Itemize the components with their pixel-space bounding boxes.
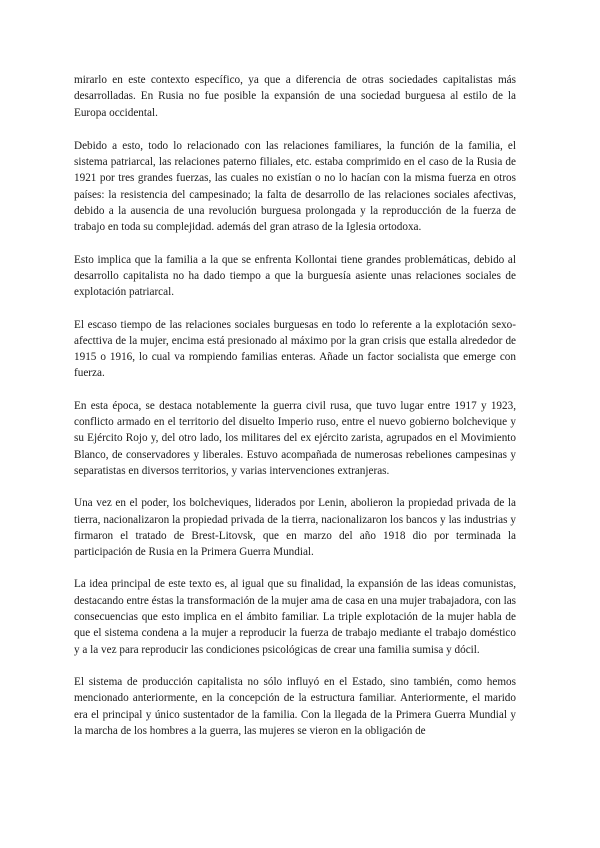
paragraph-8: El sistema de producción capitalista no sólo influyó en el Estado, sino también, como hemos mencionado anteriormente, en la concepción de la estructura familiar. Anteriormente, el marido era el principal y único sustentador de la familia. Con la llegada de la Primera Guerra Mundial y la marcha de los hombres a la guerra, las mujeres se vieron en la obligación de	[74, 675, 516, 737]
paragraph-5: En esta época, se destaca notablemente la guerra civil rusa, que tuvo lugar entre 1917 y 1923, conflicto armado en el territorio del disuelto Imperio ruso, entre el nuevo gobierno bolchevique y su Ejército Rojo y, del otro lado, los militares del ex ejército zarista, agrupados en el Movimiento Blanco, de conservadores y liberales. Estuvo acompañada de numerosas rebeliones campesinas y separatistas en diversos territorios, y varias intervenciones extranjeras.	[74, 399, 516, 477]
paragraph-3: Esto implica que la familia a la que se enfrenta Kollontai tiene grandes problemáticas, debido al desarrollo capitalista no ha dado tiempo a que la burguesía asiente unas relaciones sociales de explotación patriarcal.	[74, 253, 516, 299]
paragraph-2: Debido a esto, todo lo relacionado con las relaciones familiares, la función de la familia, el sistema patriarcal, las relaciones paterno filiales, etc. estaba comprimido en el caso de la Rusia de 1921 por tres grandes fuerzas, las cuales no existían o no lo hacían con la misma fuerza en otros países: la resistencia del campesinado; la falta de desarrollo de las relaciones sociales afectivas, debido a la ausencia de una revolución burguesa prolongada y la reproducción de la fuerza de trabajo en toda su complejidad. además del gran atraso de la Iglesia ortodoxa.	[74, 139, 516, 234]
paragraph-7: La idea principal de este texto es, al igual que su finalidad, la expansión de las ideas comunistas, destacando entre éstas la transformación de la mujer ama de casa en una mujer trabajadora, con las consecuencias que esto implica en el ámbito familiar. La triple explotación de la mujer habla de que el sistema condena a la mujer a reproducir la fuerza de trabajo mediante el trabajo doméstico y a la vez para reproducir las condiciones psicológicas de crear una familia sumisa y dócil.	[74, 578, 517, 656]
paragraph-1: mirarlo en este contexto específico, ya que a diferencia de otras sociedades capitalistas más desarrolladas. En Rusia no fue posible la expansión de una sociedad burguesa al estilo de la Europa occidental.	[74, 74, 516, 119]
paragraph-6: Una vez en el poder, los bolcheviques, liderados por Lenin, abolieron la propiedad privada de la tierra, nacionalizaron la propiedad privada de la tierra, nacionalizaron los bancos y las industrias y firmaron el tratado de Brest-Litovsk, que en marzo del año 1918 dio por terminada la participación de Rusia en la Primera Guerra Mundial.	[74, 497, 516, 559]
paragraph-4: El escaso tiempo de las relaciones sociales burguesas en todo lo referente a la explotación sexo-afecttiva de la mujer, encima está presionado al máximo por la gran crisis que estalla alrededor de 1915 o 1916, lo cual va rompiendo familias enteras. Añade un factor socialista que emerge con fuerza.	[74, 318, 516, 380]
